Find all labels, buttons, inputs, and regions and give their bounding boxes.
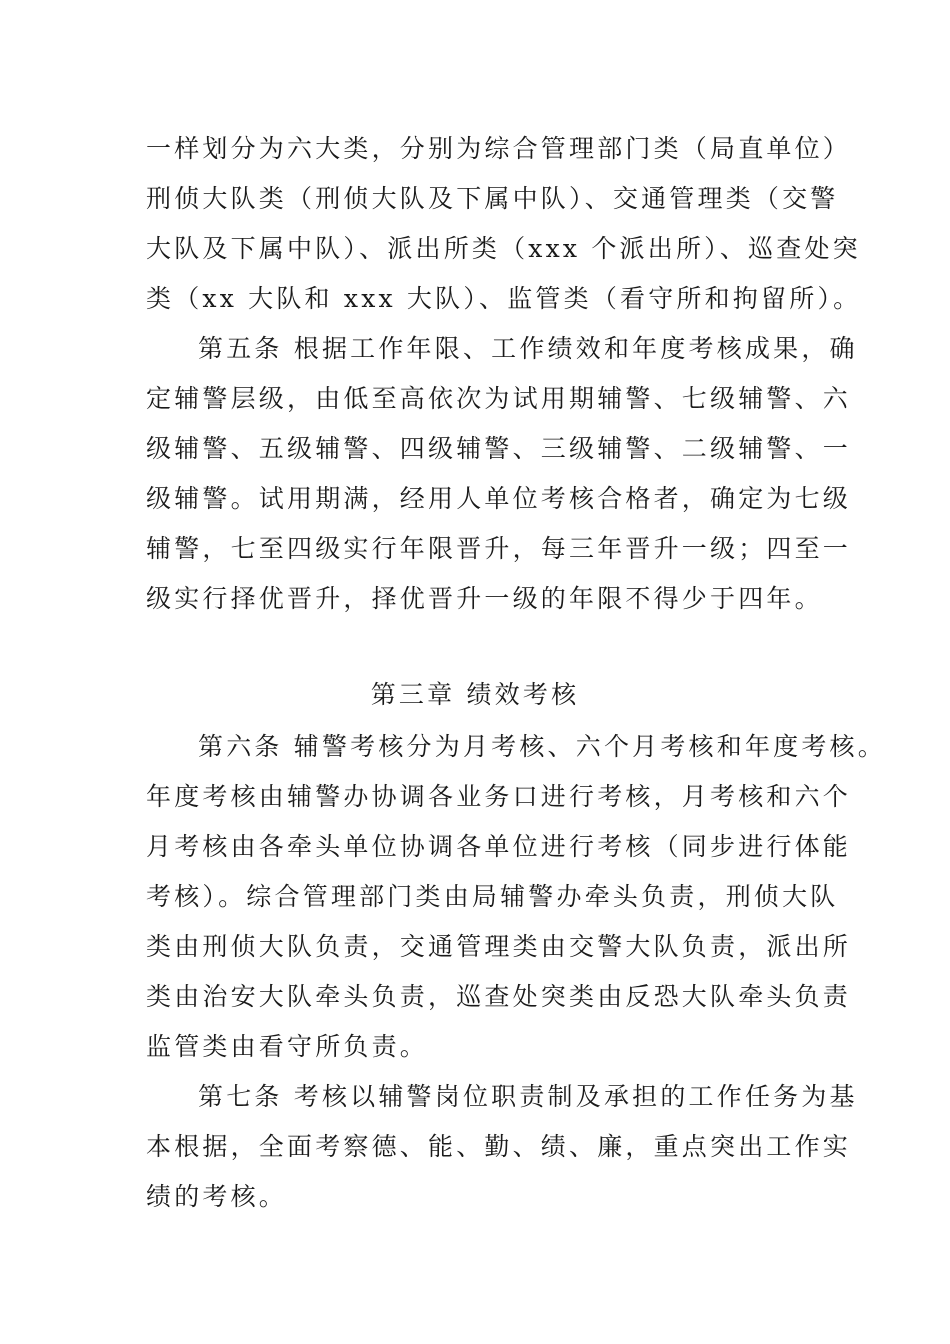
article-6-first-line: 第六条 辅警考核分为月考核、六个月考核和年度考核。	[198, 732, 886, 761]
text-line: 级辅警、五级辅警、四级辅警、三级辅警、二级辅警、一	[146, 434, 852, 463]
text-line: 监管类由看守所负责。	[146, 1032, 429, 1061]
text-line: 绩的考核。	[146, 1182, 288, 1211]
text-line: 大队及下属中队）、派出所类（xxx 个派出所）、巡查处突	[146, 234, 861, 263]
text-line: 类由治安大队牵头负责，巡查处突类由反恐大队牵头负责	[146, 982, 852, 1011]
chapter-heading: 第三章 绩效考核	[370, 680, 580, 709]
text-line: 月考核由各牵头单位协调各单位进行考核（同步进行体能	[146, 832, 852, 861]
text-line: 考核）。综合管理部门类由局辅警办牵头负责，刑侦大队	[146, 882, 839, 911]
text-line: 本根据，全面考察德、能、勤、绩、廉，重点突出工作实	[146, 1132, 852, 1161]
article-7-first-line: 第七条 考核以辅警岗位职责制及承担的工作任务为基	[198, 1082, 858, 1111]
text-line: 类（xx 大队和 xxx 大队）、监管类（看守所和拘留所）。	[146, 284, 862, 313]
text-line: 刑侦大队类（刑侦大队及下属中队）、交通管理类（交警	[146, 184, 839, 213]
text-line: 一样划分为六大类，分别为综合管理部门类（局直单位）	[146, 134, 852, 163]
article-5-first-line: 第五条 根据工作年限、工作绩效和年度考核成果，确	[198, 334, 858, 363]
text-line: 级实行择优晋升，择优晋升一级的年限不得少于四年。	[146, 584, 823, 613]
text-line: 年度考核由辅警办协调各业务口进行考核，月考核和六个	[146, 782, 852, 811]
text-line: 类由刑侦大队负责，交通管理类由交警大队负责，派出所	[146, 932, 852, 961]
text-line: 定辅警层级，由低至高依次为试用期辅警、七级辅警、六	[146, 384, 852, 413]
text-line: 辅警，七至四级实行年限晋升，每三年晋升一级；四至一	[146, 534, 852, 563]
text-line: 级辅警。试用期满，经用人单位考核合格者，确定为七级	[146, 484, 852, 513]
